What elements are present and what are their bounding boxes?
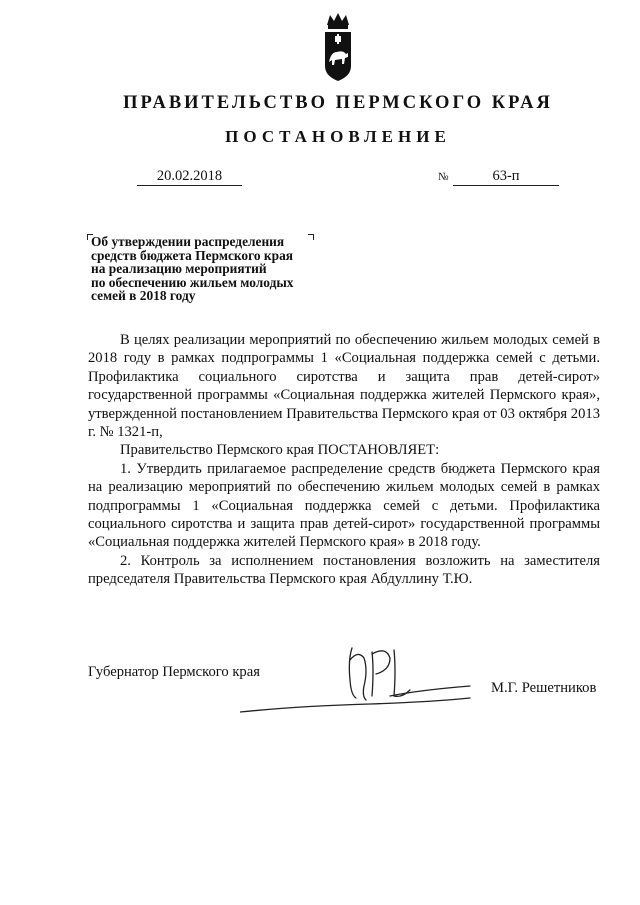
- subject-line: семей в 2018 году: [91, 288, 196, 303]
- subject-line: на реализацию мероприятий: [91, 261, 267, 276]
- signatory-name: М.Г. Решетников: [491, 680, 597, 696]
- number-sign: №: [438, 171, 449, 183]
- handwritten-signature: [240, 640, 500, 730]
- document-type: ПОСТАНОВЛЕНИЕ: [225, 127, 451, 146]
- signatory-position: Губернатор Пермского края: [88, 664, 260, 680]
- subject-line: по обеспечению жильем молодых: [91, 274, 294, 290]
- coat-of-arms-icon: [323, 12, 353, 82]
- body-paragraph-resolves: Правительство Пермского края ПОСТАНОВЛЯЕТ:: [120, 442, 440, 459]
- subject-line: средств бюджета Пермского края: [91, 247, 294, 263]
- subject-line: Об утверждении распределения: [91, 234, 285, 249]
- document-date: 20.02.2018: [137, 168, 242, 186]
- organization-title: ПРАВИТЕЛЬСТВО ПЕРМСКОГО КРАЯ: [123, 93, 553, 113]
- document-number: 63-п: [453, 168, 559, 186]
- body-paragraph-item-2: 2. Контроль за исполнением постановления возложить на заместителя председателя Правительства Пермского края Абдуллину Т.Ю.: [88, 552, 600, 588]
- document-body: [88, 331, 600, 589]
- document-subject: [91, 235, 331, 303]
- body-paragraph-preamble: В целях реализации мероприятий по обеспечению жильем молодых семей в 2018 году в рамках подпрограммы 1 «Социальная поддержка семей с детьми. Профилактика социального сиротства и защита прав детей-сирот» государственной программы «Социальная поддержка жителей Пермского края», утвержденной постановлением Правительства Пермского края от 03 октября 2013 г. № 1321-п,: [88, 332, 600, 441]
- body-paragraph-item-1: 1. Утвердить прилагаемое распределение средств бюджета Пермского края на реализацию мероприятий по обеспечению жильем молодых семей в рамках подпрограммы 1 «Социальная поддержка семей с детьми. Профилактика социального сиротства и защита прав детей-сирот» государственной программы «Социальная поддержка жителей Пермского края» в 2018 году.: [88, 460, 600, 551]
